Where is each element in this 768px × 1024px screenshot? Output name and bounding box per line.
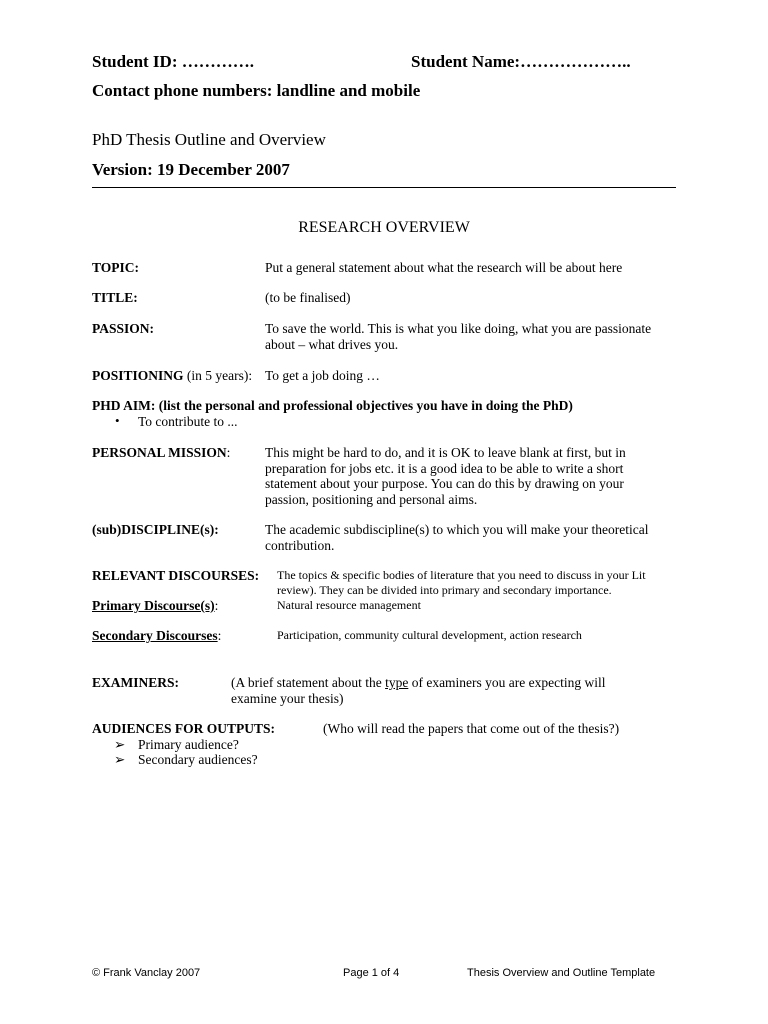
audience-item-primary: Primary audience? [138,737,239,752]
arrow-bullet-icon: ➢ [114,737,126,752]
positioning-label [92,368,252,384]
positioning-label-main: POSITIONING [92,368,184,383]
section-title: RESEARCH OVERVIEW [298,219,470,236]
secondary-discourses-value: Participation, community cultural development, action research [277,628,582,642]
primary-discourses-value: Natural resource management [277,598,421,612]
primary-discourses-label-main: Primary Discourse(s) [92,598,215,613]
topic-value: Put a general statement about what the research will be about here [265,260,623,275]
bullet-dot-icon: • [115,413,120,428]
passion-value: To save the world. This is what you like doing, what you are passionate about – what drives you. [265,321,652,352]
positioning-value: To get a job doing … [265,368,380,383]
audiences-label: AUDIENCES FOR OUTPUTS: [92,721,276,736]
examiners-label: EXAMINERS: [92,675,180,690]
personal-mission-value: This might be hard to do, and it is OK to leave blank at first, but in preparation for jobs etc. it is a good idea to be able to write a short statement about your purpose. You can do this by drawing on your passion, positioning and personal aims. [265,445,626,507]
examiners-value-pre: (A brief statement about the [231,675,386,690]
version-line: Version: 19 December 2007 [92,160,290,179]
topic-label: TOPIC: [92,260,140,275]
audience-item-secondary: Secondary audiences? [138,752,258,767]
primary-discourses-label-suffix: : [214,598,219,613]
audiences-value: (Who will read the papers that come out of the thesis?) [323,721,620,736]
secondary-discourses-label [92,628,221,644]
student-name-label: Student Name:……………….. [411,52,631,71]
footer-doc-name: Thesis Overview and Outline Template [467,967,656,979]
discipline-value: The academic subdiscipline(s) to which you will make your theoretical contribution. [265,522,649,553]
personal-mission-label-main: PERSONAL MISSION [92,445,227,460]
footer-copyright: © Frank Vanclay 2007 [92,967,201,979]
footer-page-number: Page 1 of 4 [343,967,400,979]
examiners-value-type: type [385,675,409,690]
title-value: (to be finalised) [265,290,351,305]
relevant-discourses-label: RELEVANT DISCOURSES: [92,568,260,583]
arrow-bullet-icon: ➢ [114,752,126,767]
secondary-discourses-label-suffix: : [217,628,222,643]
positioning-label-suffix: (in 5 years): [183,368,253,383]
secondary-discourses-label-main: Secondary Discourses [92,628,218,643]
examiners-value-post: of examiners you are expecting will examine your thesis) [231,675,606,706]
personal-mission-label [92,445,230,461]
relevant-discourses-value: The topics & specific bodies of literature that you need to discuss in your Lit review). They can be divided into primary and secondary importance. [277,568,646,597]
phd-aim-bullet: To contribute to ... [138,414,238,429]
contact-line: Contact phone numbers: landline and mobile [92,81,421,100]
discipline-label: (sub)DISCIPLINE(s): [92,522,219,537]
passion-label: PASSION: [92,321,155,336]
title-label: TITLE: [92,290,138,305]
examiners-value [231,675,651,706]
primary-discourses-label [92,598,218,614]
phd-aim-label: PHD AIM: (list the personal and professional objectives you have in doing the PhD) [92,398,573,413]
header-divider [92,187,676,188]
personal-mission-label-suffix: : [226,445,231,460]
student-id-label: Student ID: …………. [92,52,254,71]
doc-title: PhD Thesis Outline and Overview [92,130,326,149]
